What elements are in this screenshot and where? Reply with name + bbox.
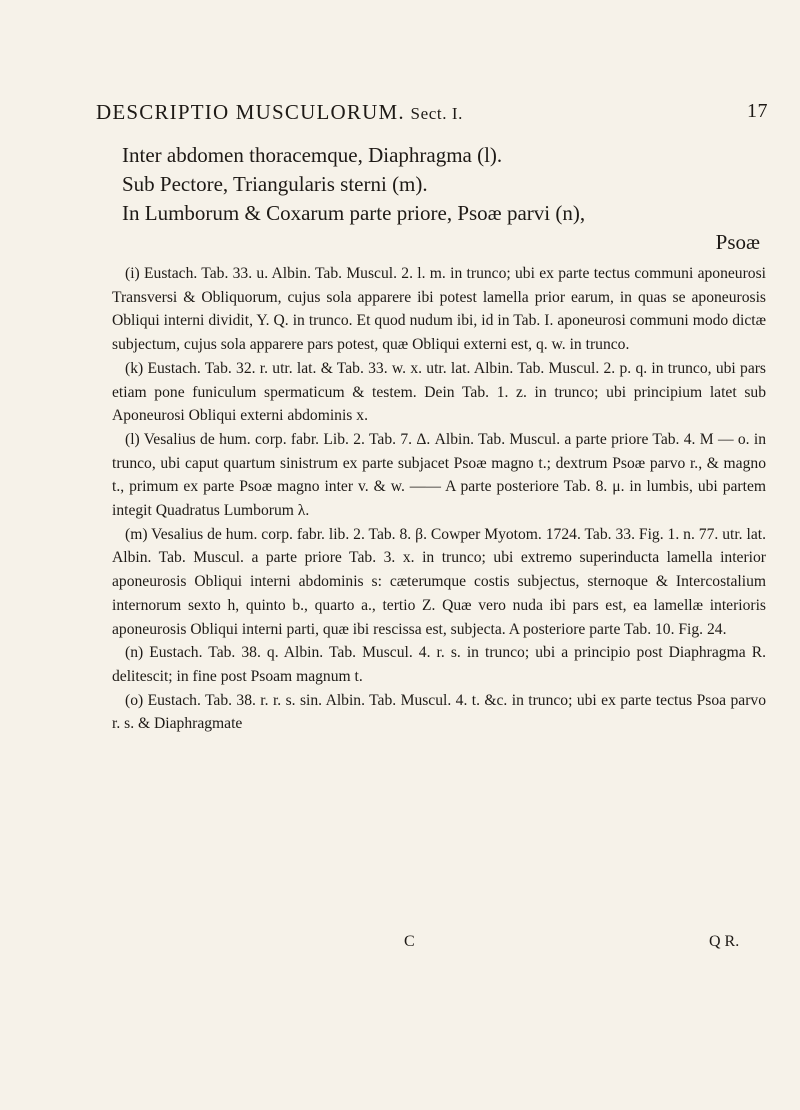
main-line: Sub Pectore, Triangularis sterni (m).	[122, 172, 428, 196]
section-label: Sect. I.	[410, 104, 464, 123]
running-header	[96, 100, 768, 125]
main-line: In Lumborum & Coxarum parte priore, Psoæ parvi (n),	[122, 201, 586, 225]
catchword: Q R.	[709, 933, 740, 950]
footnotes	[112, 262, 766, 736]
footnote-m: (m) Vesalius de hum. corp. fabr. lib. 2. Tab. 8. β. Cowper Myotom. 1724. Tab. 33. Fig. 1. n. 77. utr. lat. Albin. Tab. Muscul. a parte priore Tab. 3. x. in trunco; ubi extremo superinducta lamella interior aponeurosis Obliqui interni abdominis s: cæterumque costis subjectus, sternoque & Intercostalium internorum sexto h, quinto b., quarto a., tertio Z. Quæ vero nuda ibi pars est, ea lamellæ interioris aponeurosis Obliqui interni parti, quæ ibi rescissa est, subjecta. A posteriore parte Tab. 10. Fig. 24.	[112, 525, 766, 638]
signature-line	[112, 933, 766, 955]
footnote-n: (n) Eustach. Tab. 38. q. Albin. Tab. Muscul. 4. r. s. in trunco; ubi a principio post Diaphragma R. delitescit; in fine post Psoam magnum t.	[112, 644, 766, 685]
catchword-main: Psoæ	[715, 230, 760, 254]
signature-mark: C	[404, 933, 415, 950]
footnote-i: (i) Eustach. Tab. 33. u. Albin. Tab. Muscul. 2. l. m. in trunco; ubi ex parte tectus communi aponeurosi Transversi & Obliquorum, cujus sola apparere ibi potest lamella prior earum, in quas se aponeurosis Obliqui interni dividit, Y. Q. in trunco. Et quod nudum ibi, id in Tab. I. aponeurosi communi modo dictæ subjectum, cujus sola apparere pars potest, quæ Obliqui externi est, q. w. in trunco.	[112, 265, 766, 354]
page-number: 17	[747, 100, 768, 122]
main-line: Inter abdomen thoracemque, Diaphragma (l).	[122, 143, 503, 167]
footnote-o: (o) Eustach. Tab. 38. r. r. s. sin. Albin. Tab. Muscul. 4. t. &c. in trunco; ubi ex parte tectus Psoa parvo r. s. & Diaphragmate	[112, 691, 766, 733]
main-text	[122, 141, 762, 257]
running-title: DESCRIPTIO MUSCULORUM.	[96, 100, 405, 124]
footnote-k: (k) Eustach. Tab. 32. r. utr. lat. & Tab. 33. w. x. utr. lat. Albin. Tab. Muscul. 2. p. q. in trunco, ubi pars etiam pone funiculum spermaticum & testem. Dein Tab. 1. z. in trunco; ubi principium latet sub Aponeurosi Obliqui externi abdominis x.	[112, 359, 766, 425]
footnote-l: (l) Vesalius de hum. corp. fabr. Lib. 2. Tab. 7. Δ. Albin. Tab. Muscul. a parte priore Tab. 4. M — o. in trunco, ubi caput quartum sinistrum ex parte subjacet Psoæ magno t.; dextrum Psoæ parvo r., & magno t., primum ex parte Psoæ magno inter v. & w. —— A parte posteriore Tab. 8. μ. in lumbis, ubi partem integit Quadratus Lumborum λ.	[112, 430, 766, 520]
